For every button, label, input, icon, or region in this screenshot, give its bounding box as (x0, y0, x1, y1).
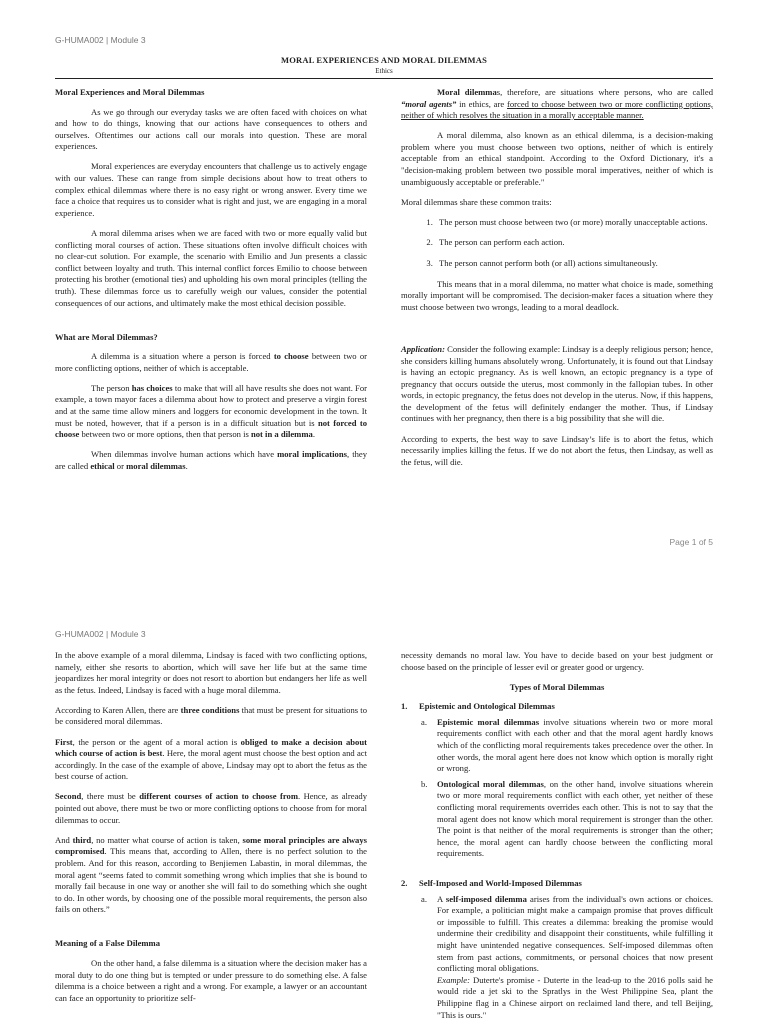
section-heading: Types of Moral Dilemmas (509, 681, 605, 692)
list-item: b. Ontological moral dilemmas, on the other hand, involve situations wherein two or more moral requirements conflict with each other, yet neither of these conflicting moral requirements overrides each other. This is not to say that the moral agent does not know which moral requirement is stronger than the other. The point is that neither of the moral requirements is stronger than the other; hence, the moral agent can hardly choose between the conflicting moral requirements. (421, 778, 713, 859)
list-item: 1. The person must choose between two (or more) morally unacceptable actions. (435, 217, 713, 229)
list-item: a. Epistemic moral dilemmas involve situations wherein two or more moral requirements conflict with each other and that the moral agent hardly knows which of the conflicting moral requirements takes precedence over the other. In other words, the moral agent here does not know which option is morally right or wrong. (421, 716, 713, 774)
numbered-heading: 2. Self-Imposed and World-Imposed Dilemmas (401, 878, 582, 888)
paragraph: A moral dilemma, also known as an ethical dilemma, is a decision-making problem where you must choose between two options, neither of which is entirely acceptable from an ethical standpoint. According to the Oxford Dictionary, it's a "decision-making problem between two possible moral imperatives, neither of which is unambiguously acceptable or preferable." (401, 130, 713, 187)
left-column (55, 87, 367, 481)
paragraph: And third, no matter what course of action is taken, some moral principles are always compromised. This means that, according to Allen, there is no perfect solution to the problem. And for this reason, according to Benjiemen Labastin, in moral dilemmas, the moral agent “seems fated to commit something wrong which implies that she is bound to morally fail because in one way or another she will fail to do something which she ought to do. In other words, by choosing one of the possible moral requirements, the person also fails on others.” (55, 834, 367, 915)
paragraph: Second, there must be different courses of action to choose from. Hence, as already pointed out above, there must be two or more conflicting options to choose from for moral dilemmas to occur. (55, 791, 368, 825)
traits-list (401, 217, 713, 270)
paragraph: According to experts, the best way to save Lindsay’s life is to abort the fetus, which necessarily implies killing the fetus. If we do not abort the fetus, then Lindsay, as well as the fetus, will die. (401, 433, 713, 467)
paragraph: Moral dilemmas share these common traits: (401, 196, 552, 207)
paragraph: On the other hand, a false dilemma is a situation where the decision maker has a moral duty to do one thing but is tempted or under pressure to do something else. A false dilemma is a choice between a right and a wrong. For example, a lawyer or an accountant can face an opportunity to prioritize self- (55, 957, 367, 1003)
page-number: Page 1 of 5 (669, 537, 713, 547)
list-item: 3. The person cannot perform both (or all) actions simultaneously. (435, 258, 713, 270)
right-column (401, 650, 713, 1025)
section-heading: What are Moral Dilemmas? (55, 331, 158, 342)
paragraph: A moral dilemma arises when we are faced with two or more equally valid but conflicting moral courses of action. These situations often involve difficult choices with no clear-cut solution. For example, the scenario with Emilio and Jun presents a classic conflict between loyalty and truth. This internal conflict forces Emilio to choose between protecting his brother (emotional ties) and upholding his own moral principles (telling the truth). These dilemmas force us to carefully weigh our values, consider the potential consequences of our actions, and ultimately make the most ethical decision possible. (55, 227, 367, 308)
paragraph: The person has choices to make that will all have results she does not want. For example, a town mayor faces a dilemma about how to protect and preserve a virgin forest and at the same time allow miners and loggers for economic development in the town. It must be noted, however, that if a person is in a difficult situation but is not forced to choose between two or more options, then that person is not in a dilemma. (55, 382, 367, 440)
section-heading: Meaning of a False Dilemma (55, 938, 161, 949)
list-item: 2. The person can perform each action. (435, 237, 713, 249)
numbered-heading: 1. Epistemic and Ontological Dilemmas (401, 701, 555, 712)
paragraph: Moral experiences are everyday encounters that challenge us to actively engage with our values. These can range from simple decisions about how to treat others to complex ethical dilemmas where there is no easy right or wrong answer. Every time we face a choice that requires us to consider what is right and just, we are engaging in a moral experience. (55, 161, 367, 218)
page-header: G-HUMA002 | Module 3 (55, 629, 146, 639)
paragraph: Moral dilemmas, therefore, are situations where persons, who are called “moral agents” in ethics, are forced to choose between two or more conflicting options, neither of which resolves the situation in a morally acceptable manner. (401, 87, 714, 121)
list-item: a. A self-imposed dilemma arises from the individual's own actions or choices. For example, a politician might make a campaign promise that proves difficult or impossible to fulfill. This creates a dilemma: breaking the promise would undermine their credibility and disappoint their constituents, while fulfilling it might have unintended negative consequences. Self-imposed dilemmas often stem from past actions, commitments, or personal choices that now present conflicting moral obligations. Example: Duterte's promise - Duterte in the lead-up to the 2016 polls said he would ride a jet ski to the Spratlys in the West Philippine Sea, plant the Philippine flag in a Chinese airport on reclaimed land there, and tell Beijing, "This is ours." (421, 893, 713, 1020)
document-subtitle: Ethics (375, 67, 393, 75)
paragraph: necessity demands no moral law. You have to decide based on your best judgment or choose based on the principle of lesser evil or greater good or urgency. (401, 650, 713, 672)
paragraph: First, the person or the agent of a moral action is obliged to make a decision about which course of action is best. Here, the moral agent must choose the best option and act accordingly. In the case of the example of above, Lindsay may opt to abort the fetus as the best course of action. (55, 736, 367, 782)
paragraph: As we go through our everyday tasks we are often faced with choices on what and how to do things, knowing that our actions have consequences to others and ourselves. Oftentimes our actions call our morals into question. These are moral experiences. (55, 106, 367, 152)
paragraph: When dilemmas involve human actions which have moral implications, they are called ethical or moral dilemmas. (55, 449, 367, 471)
document-page-2 (0, 612, 768, 1024)
header-rule (55, 78, 713, 79)
page-separator (0, 580, 768, 612)
paragraph: This means that in a moral dilemma, no matter what choice is made, something morally important will be compromised. The decision-maker faces a situation where they must choose between two wrongs, leading to a moral deadlock. (401, 278, 713, 312)
paragraph: According to Karen Allen, there are three conditions that must be present for situations to be considered moral dilemmas. (55, 704, 367, 727)
page-header: G-HUMA002 | Module 3 (55, 35, 146, 45)
paragraph: A dilemma is a situation where a person is forced to choose between two or more conflicting options, neither of which is acceptable. (55, 351, 367, 373)
right-column (401, 87, 713, 477)
document-title: MORAL EXPERIENCES AND MORAL DILEMMAS (280, 55, 488, 65)
paragraph: In the above example of a moral dilemma, Lindsay is faced with two conflicting options, namely, either she resorts to abortion, which will save her life but at the same time jeopardizes her moral integrity or does not resort to abortion but endangers her life as well as the fetus. Indeed, Lindsay is faced with a huge moral dilemma. (55, 650, 367, 695)
left-column (55, 650, 367, 1013)
section-heading: Moral Experiences and Moral Dilemmas (55, 87, 205, 97)
paragraph: Application: Consider the following example: Lindsay is a deeply religious person; hence, she considers killing humans absolutely wrong. Unfortunately, it is found out that Lindsay is having an ectopic pregnancy. As is well known, an ectopic pregnancy is a type of pregnancy that occurs outside the uterus, most commonly in the fallopian tubes. In other words, in ectopic pregnancy, the fetus does not develop in the uterus. Now, if this happens, the development of the fetus will definitely endanger the mother. Thus, if Lindsay continues with her pregnancy, then there is a big possibility that she will die. (401, 343, 714, 424)
